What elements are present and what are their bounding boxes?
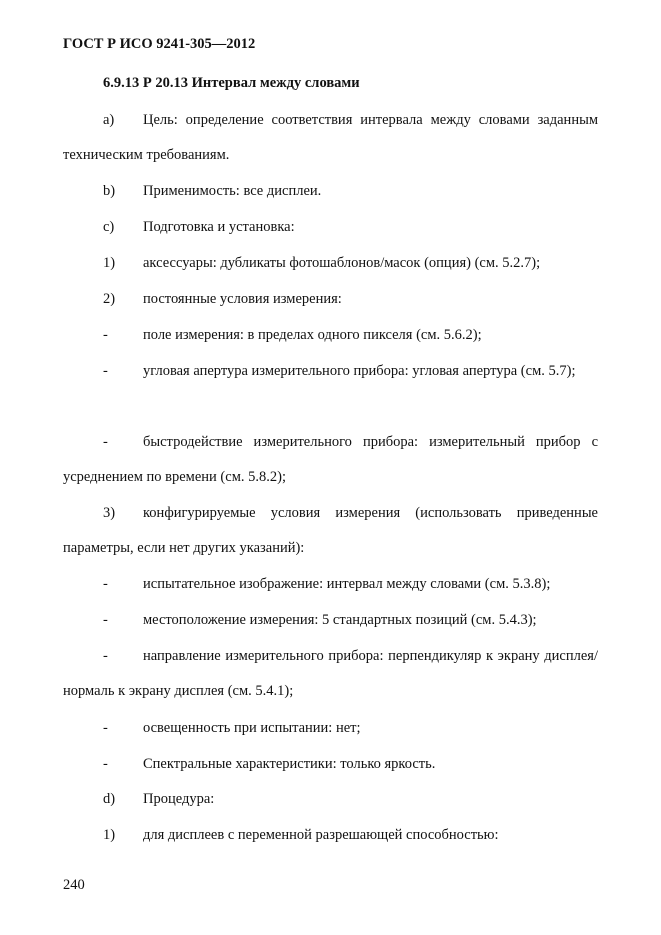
list-marker: d) <box>103 791 116 807</box>
list-item <box>63 603 598 638</box>
list-text: Цель: определение соответствия интервала между словами заданным техническим требованиям. <box>63 112 598 163</box>
list-text: угловая апертура измерительного прибора: угловая апертура (см. 5.7); <box>143 363 576 379</box>
list-marker: c) <box>103 219 115 235</box>
list-item <box>63 782 598 817</box>
list-text: местоположение измерения: 5 стандартных позиций (см. 5.4.3); <box>143 612 537 628</box>
list-item <box>63 174 598 209</box>
list-marker: - <box>103 434 108 450</box>
list-marker: b) <box>103 183 116 199</box>
list-marker: 1) <box>103 827 116 843</box>
list-text: постоянные условия измерения: <box>143 291 342 307</box>
list-text: Спектральные характеристики: только яркость. <box>143 756 436 772</box>
list-text: быстродействие измерительного прибора: измерительный прибор с усреднением по времени (см. 5.8.2); <box>63 434 598 485</box>
list-item <box>63 496 598 566</box>
list-item <box>63 354 598 389</box>
section-heading: 6.9.13 Р 20.13 Интервал между словами <box>103 75 360 91</box>
list-text: направление измерительного прибора: перпендикуляр к экрану дисплея/нормаль к экрану дисплея (см. 5.4.1); <box>63 648 598 699</box>
list-marker: - <box>103 327 108 343</box>
list-marker: a) <box>103 112 115 128</box>
list-text: для дисплеев с переменной разрешающей способностью: <box>143 827 499 843</box>
list-text: Подготовка и установка: <box>143 219 295 235</box>
list-item <box>63 711 598 746</box>
list-item <box>63 567 598 602</box>
list-item <box>63 747 598 782</box>
list-text: аксессуары: дубликаты фотошаблонов/масок (опция) (см. 5.2.7); <box>143 255 541 271</box>
list-text: Применимость: все дисплеи. <box>143 183 322 199</box>
list-item <box>63 103 598 173</box>
list-marker: 1) <box>103 255 116 271</box>
list-item <box>63 425 598 495</box>
list-item <box>63 282 598 317</box>
list-item <box>63 246 598 281</box>
list-text: конфигурируемые условия измерения (использовать приведенные параметры, если нет других указаний): <box>63 505 598 556</box>
list-marker: - <box>103 648 108 664</box>
list-text: Процедура: <box>143 791 215 807</box>
page-number: 240 <box>63 877 85 893</box>
list-marker: 3) <box>103 505 116 521</box>
list-marker: - <box>103 720 108 736</box>
list-marker: 2) <box>103 291 116 307</box>
document-header: ГОСТ Р ИСО 9241-305—2012 <box>63 36 256 52</box>
list-marker: - <box>103 756 108 772</box>
list-text: испытательное изображение: интервал между словами (см. 5.3.8); <box>143 576 551 592</box>
list-text: освещенность при испытании: нет; <box>143 720 361 736</box>
list-marker: - <box>103 363 108 379</box>
list-item <box>63 639 598 709</box>
list-item <box>63 210 598 245</box>
list-marker: - <box>103 576 108 592</box>
list-item <box>63 318 598 353</box>
list-text: поле измерения: в пределах одного пикселя (см. 5.6.2); <box>143 327 482 343</box>
list-marker: - <box>103 612 108 628</box>
list-item <box>63 818 598 853</box>
